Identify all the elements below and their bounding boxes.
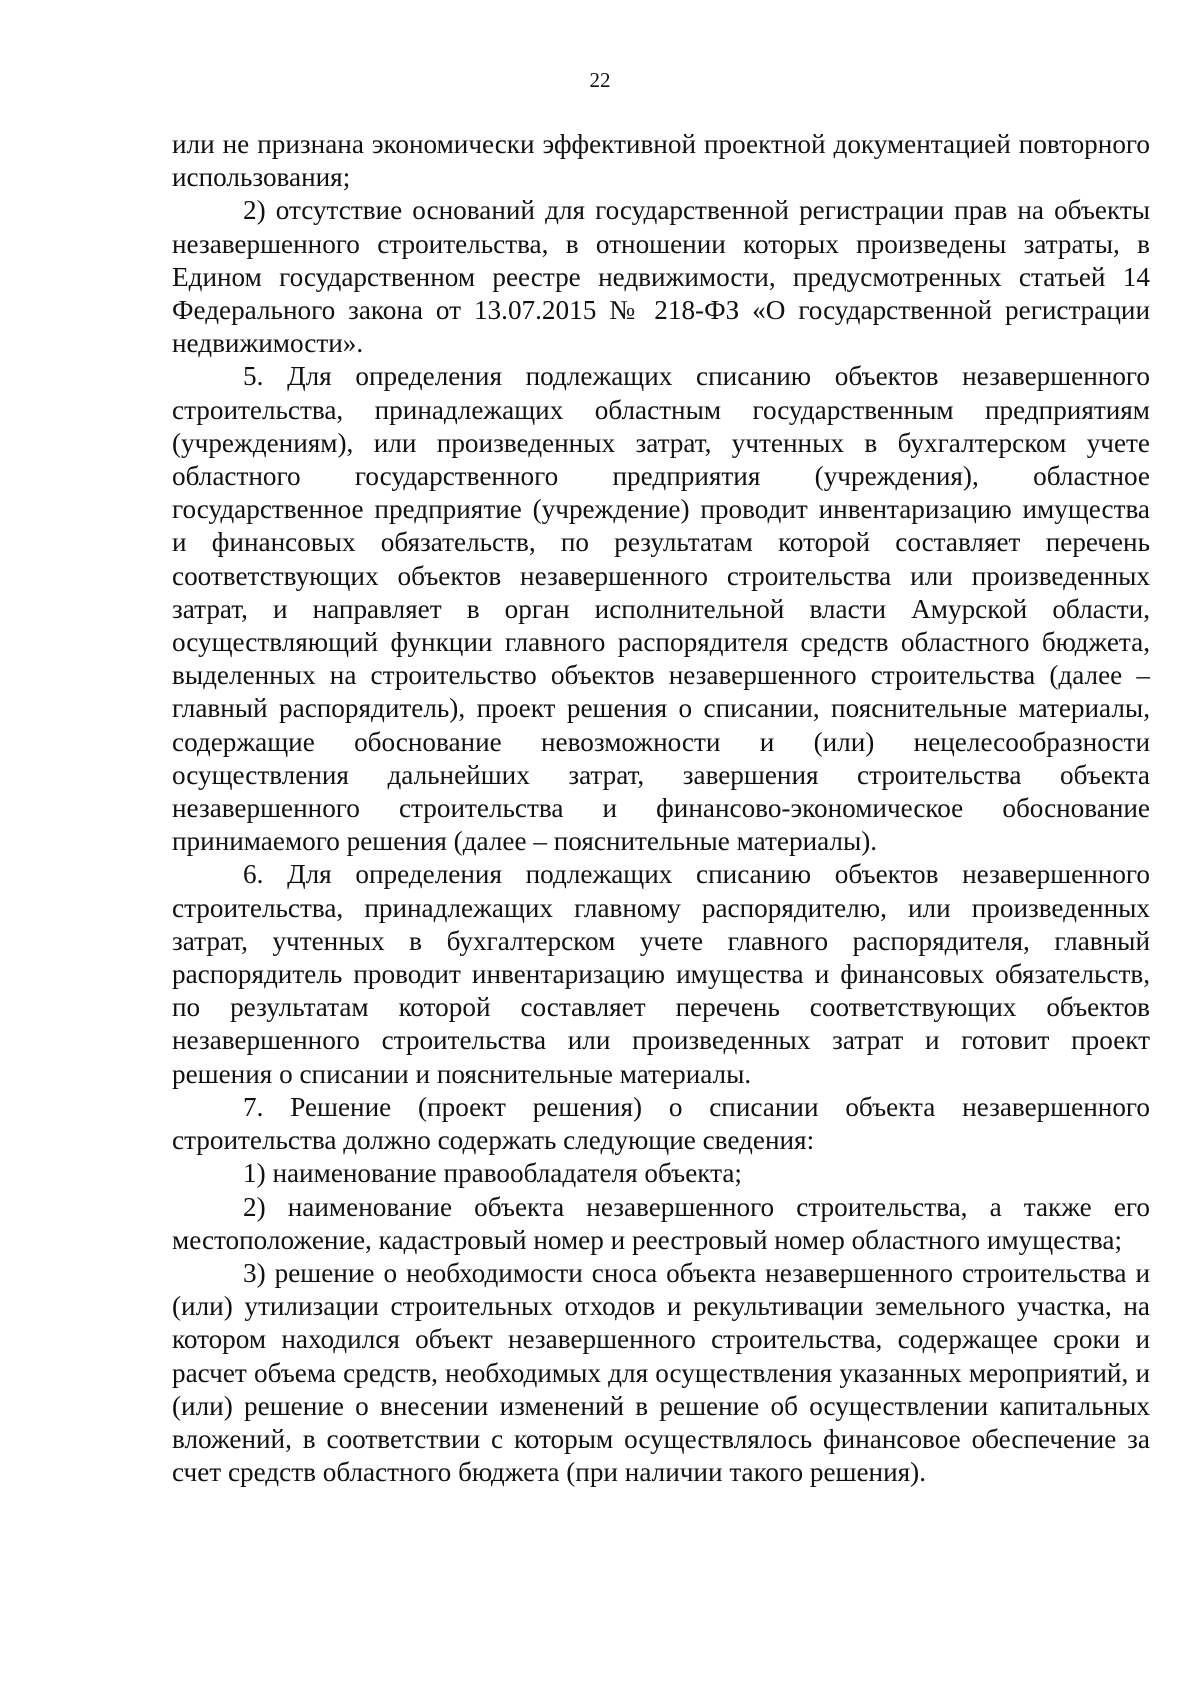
paragraph-clause-5: 5. Для определения подлежащих списанию объектов незавершенного строительства, принадлежащих областным государственным предприятиям (учреждениям), или произведенных затрат, учтенных в бухгалтерском учете областного государственного предприятия (учреждения), областное государственное предприятие (учреждение) проводит инвентаризацию имущества и финансовых обязательств, по результатам которой составляет перечень соответствующих объектов незавершенного строительства или произведенных затрат, и направляет в орган исполнительной власти Амурской области, осуществляющий функции главного распорядителя средств областного бюджета, выделенных на строительство объектов незавершенного строительства (далее – главный распорядитель), проект решения о списании, пояснительные материалы, содержащие обоснование невозможности и (или) нецелесообразности осуществления дальнейших затрат, завершения строительства объекта незавершенного строительства и финансово-экономическое обоснование принимаемого решения (далее – пояснительные материалы). — [172, 361, 1150, 857]
document-body — [172, 128, 1150, 1489]
paragraph-clause-7: 7. Решение (проект решения) о списании объекта незавершенного строительства должно содержать следующие сведения: — [172, 1091, 1150, 1156]
paragraph-subitem-1: 1) наименование правообладателя объекта; — [243, 1158, 742, 1189]
paragraph-subitem-3: 3) решение о необходимости сноса объекта незавершенного строительства и (или) утилизации строительных отходов и рекультивации земельного участка, на котором находился объект незавершенного строительства, содержащее сроки и расчет объема средств, необходимых для осуществления указанных мероприятий, и (или) решение о внесении изменений в решение об осуществлении капитальных вложений, в соответствии с которым осуществлялось финансовое обеспечение за счет средств областного бюджета (при наличии такого решения). — [172, 1257, 1150, 1488]
page-number: 22 — [589, 68, 611, 92]
paragraph-clause-6: 6. Для определения подлежащих списанию объектов незавершенного строительства, принадлежащих главному распорядителю, или произведенных затрат, учтенных в бухгалтерском учете главного распорядителя, главный распорядитель проводит инвентаризацию имущества и финансовых обязательств, по результатам которой составляет перечень соответствующих объектов незавершенного строительства или произведенных затрат и готовит проект решения о списании и пояснительные материалы. — [172, 859, 1150, 1089]
paragraph-subitem-2: 2) наименование объекта незавершенного строительства, а также его местоположение, кадастровый номер и реестровый номер областного имущества; — [172, 1191, 1150, 1255]
paragraph-continuation: или не признана экономически эффективной проектной документацией повторного использования; — [172, 129, 1150, 193]
paragraph-item-2: 2) отсутствие оснований для государственной регистрации прав на объекты незавершенного строительства, в отношении которых произведены затраты, в Едином государственном реестре недвижимости, предусмотренных статьей 14 Федерального закона от 13.07.2015 № 218-ФЗ «О государственной регистрации недвижимости». — [172, 195, 1150, 359]
